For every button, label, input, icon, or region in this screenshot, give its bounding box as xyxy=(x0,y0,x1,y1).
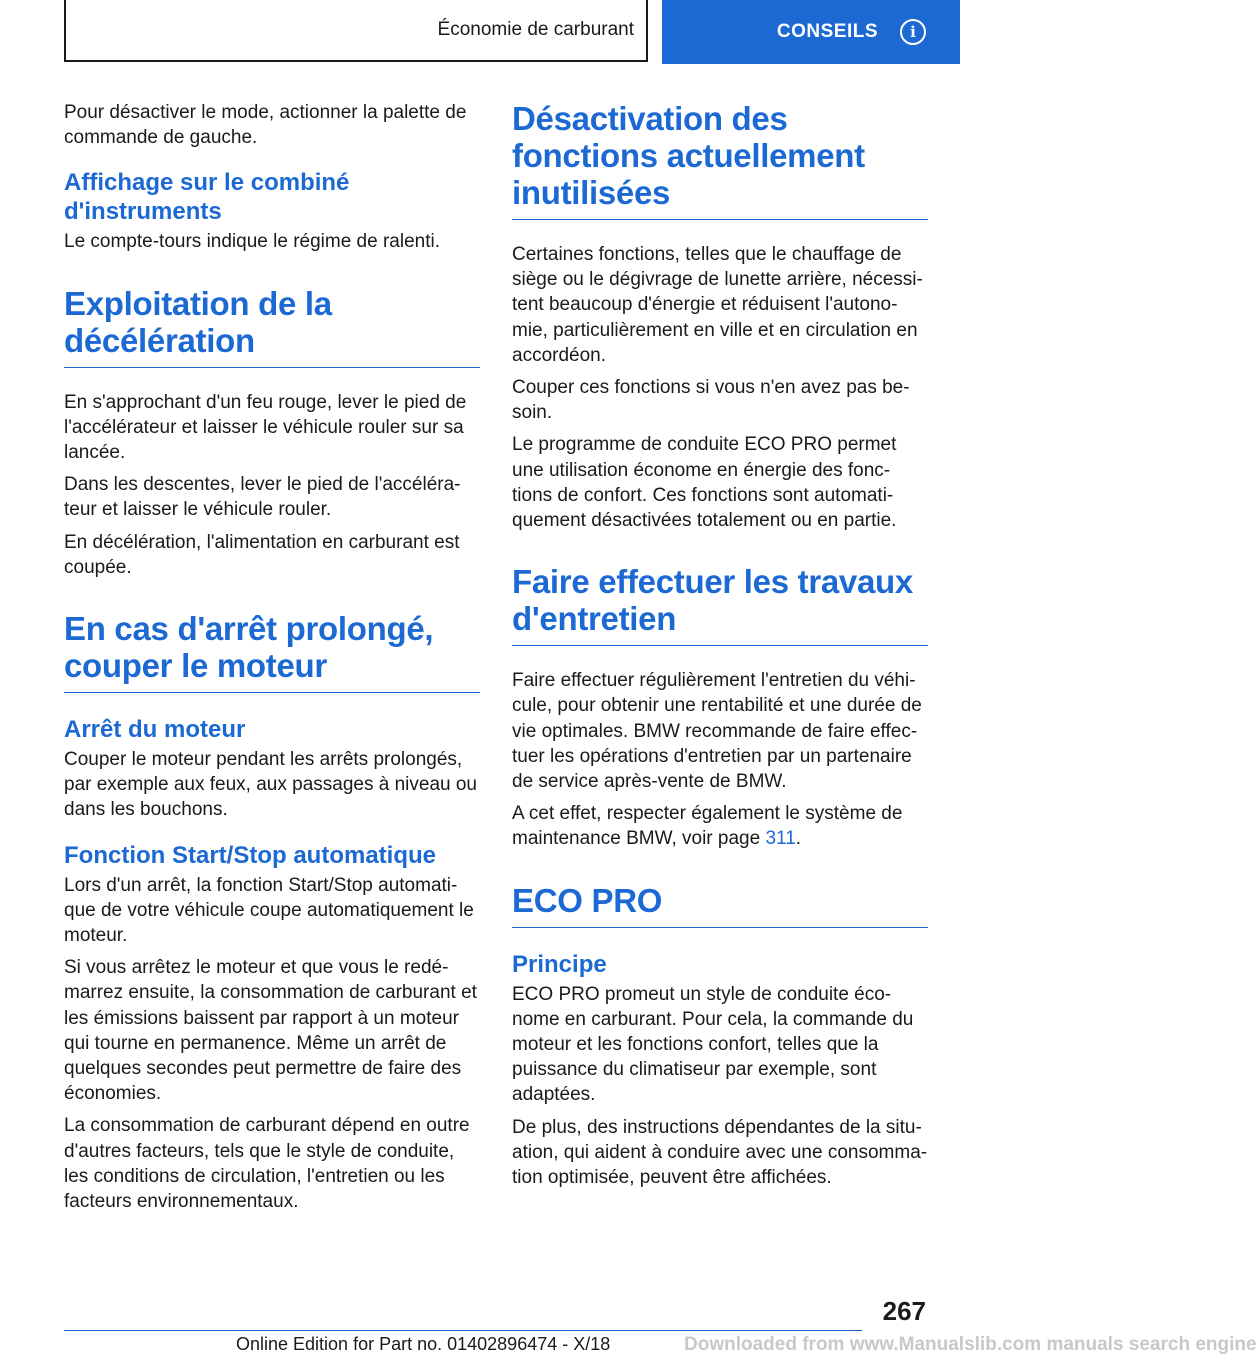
page-number: 267 xyxy=(882,1296,926,1326)
manualslib-watermark: Downloaded from www.Manualslib.com manuals search engine xyxy=(684,1334,1257,1355)
paragraph-principe-2: De plus, des instructions dépendantes de la situ-ation, qui aident à conduire avec une consomma-tion optimisée, peuvent être affichées. xyxy=(512,1116,928,1189)
entretien-period: . xyxy=(795,828,802,850)
entretien-text: A cet effet, respecter également le système de maintenance BMW, voir page xyxy=(512,803,903,850)
paragraph-desactivation-1: Certaines fonctions, telles que le chauffage de siège ou le dégivrage de lunette arrière, nécessi-tent beaucoup d'énergie et réduisent l'autono-mie, particulièrement en ville et en circulation en accordéon. xyxy=(512,244,923,366)
intro-paragraph: Pour désactiver le mode, actionner la palette de commande de gauche. xyxy=(64,102,467,149)
paragraph-exploitation-2: Dans les descentes, lever le pied de l'accéléra-teur et laisser le véhicule rouler. xyxy=(64,474,461,521)
section-title: Économie de carburant xyxy=(437,19,634,40)
left-column xyxy=(64,100,480,1221)
section-title-box xyxy=(64,0,648,62)
heading-desactivation: Désactivation des fonctions actuellement inutilisées xyxy=(512,100,928,220)
footer-divider xyxy=(64,1330,862,1331)
paragraph-arret-moteur: Couper le moteur pendant les arrêts prolongés, par exemple aux feux, aux passages à niveau ou dans les bouchons. xyxy=(64,749,477,821)
heading-arret-moteur: Arrêt du moteur xyxy=(64,716,246,744)
paragraph-principe-1: ECO PRO promeut un style de conduite éco-nome en carburant. Pour cela, la commande du moteur et les fonctions confort, telles que la puissance du climatiseur par exemple, sont adaptées. xyxy=(512,983,914,1106)
heading-exploitation: Exploitation de la décélération xyxy=(64,285,480,368)
page-link-311[interactable]: 311 xyxy=(765,828,796,850)
heading-affichage: Affichage sur le combiné d'instruments xyxy=(64,169,350,226)
page-header xyxy=(0,0,960,66)
paragraph-startstop-3: La consommation de carburant dépend en outre d'autres facteurs, tels que le style de conduite, les conditions de circulation, l'entretien ou les facteurs environnementaux. xyxy=(64,1115,470,1213)
paragraph-entretien-2 xyxy=(512,801,928,851)
paragraph-startstop-2: Si vous arrêtez le moteur et que vous le redé-marrez ensuite, la consommation de carburant et les émissions baissent par rapport à un moteur qui tourne en permanence. Même un arrêt de quelques secondes peut permettre de faire des économies. xyxy=(64,957,477,1105)
edition-text: Online Edition for Part no. 01402896474 - X/18 xyxy=(236,1334,611,1354)
paragraph-desactivation-3: Le programme de conduite ECO PRO permet une utilisation économe en énergie des fonc-tions de confort. Ces fonctions sont automati-quement désactivées totalement ou en partie. xyxy=(512,434,897,532)
paragraph-affichage: Le compte-tours indique le régime de ralenti. xyxy=(64,231,440,253)
paragraph-exploitation-1: En s'approchant d'un feu rouge, lever le pied de l'accélérateur et laisser le véhicule rouler sur sa lancée. xyxy=(64,391,467,464)
right-column xyxy=(512,100,928,1197)
heading-startstop: Fonction Start/Stop automatique xyxy=(64,841,436,869)
paragraph-startstop-1: Lors d'un arrêt, la fonction Start/Stop automati-que de votre véhicule coupe automatiquement le moteur. xyxy=(64,874,474,947)
paragraph-exploitation-3: En décélération, l'alimentation en carburant est coupée. xyxy=(64,531,460,578)
heading-entretien: Faire effectuer les travaux d'entretien xyxy=(512,563,928,646)
tab-label: CONSEILS xyxy=(776,21,878,42)
info-icon: i xyxy=(900,19,926,45)
heading-eco-pro: ECO PRO xyxy=(512,882,928,928)
paragraph-desactivation-2: Couper ces fonctions si vous n'en avez pas be-soin. xyxy=(512,377,910,424)
paragraph-entretien-1: Faire effectuer régulièrement l'entretien du véhi-cule, pour obtenir une rentabilité et une durée de vie optimales. BMW recommande de faire effec-tuer les opérations d'entretien par un partenaire de service après-vente de BMW. xyxy=(512,670,922,793)
heading-principe: Principe xyxy=(512,950,607,978)
heading-arret-prolonge: En cas d'arrêt prolongé, couper le moteur xyxy=(64,610,480,693)
conseils-tab[interactable] xyxy=(662,0,960,64)
